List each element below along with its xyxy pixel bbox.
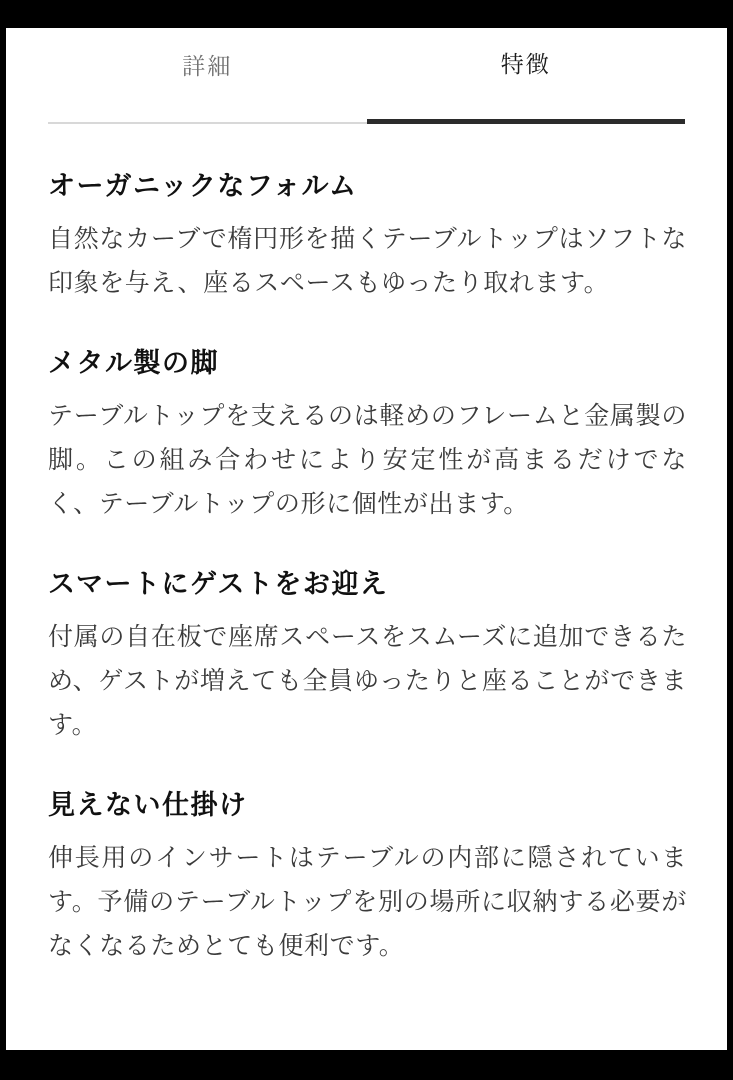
feature-body: 伸長用のインサートはテーブルの内部に隠されています。予備のテーブルトップを別の場所に収納する必要がなくなるためとても便利です。 bbox=[48, 844, 687, 960]
feature-section bbox=[48, 170, 687, 305]
tab-bar bbox=[6, 28, 727, 124]
feature-body: 自然なカーブで楕円形を描くテーブルトップはソフトな印象を与え、座るスペースもゆったり取れます。 bbox=[48, 224, 687, 297]
features-content bbox=[6, 124, 727, 968]
feature-body: 付属の自在板で座席スペースをスムーズに追加できるため、ゲストが増えても全員ゆったりと座ることができます。 bbox=[48, 623, 687, 739]
feature-title: メタル製の脚 bbox=[48, 348, 219, 379]
feature-section bbox=[48, 789, 687, 968]
feature-title: スマートにゲストをお迎え bbox=[48, 569, 389, 600]
tab-details-label: 詳細 bbox=[182, 52, 233, 79]
feature-section bbox=[48, 347, 687, 526]
product-info-panel bbox=[6, 28, 727, 1050]
feature-title: オーガニックなフォルム bbox=[48, 171, 358, 201]
tab-features[interactable] bbox=[367, 28, 686, 124]
tab-details[interactable] bbox=[48, 28, 367, 124]
feature-title: 見えない仕掛け bbox=[48, 790, 248, 821]
tab-features-label: 特徴 bbox=[500, 51, 551, 77]
feature-body: テーブルトップを支えるのは軽めのフレームと金属製の脚。この組み合わせにより安定性が高まるだけでなく、テーブルトップの形に個性が出ます。 bbox=[48, 402, 687, 518]
feature-section bbox=[48, 568, 687, 747]
